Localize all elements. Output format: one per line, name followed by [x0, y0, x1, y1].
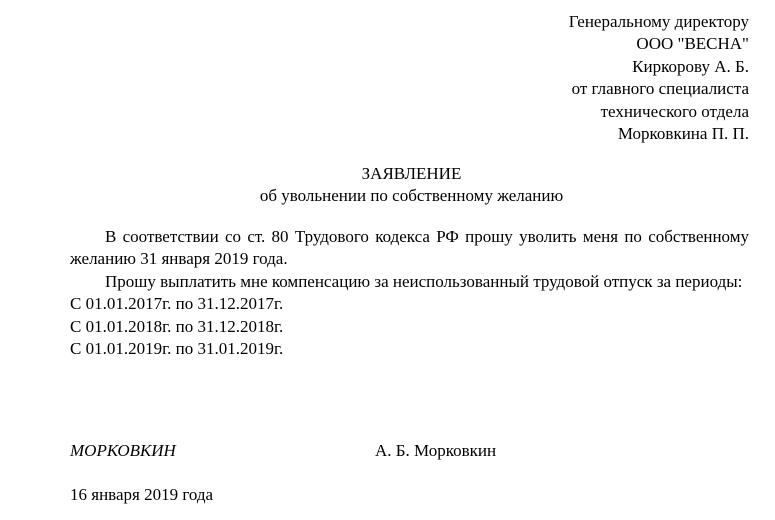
document-body: [70, 226, 749, 360]
document-date: 16 января 2019 года: [70, 485, 214, 504]
body-paragraph-request: В соответствии со ст. 80 Трудового кодекса РФ прошу уволить меня по собственному желанию 31 января 2019 года.: [70, 227, 749, 269]
addressee-line-position: Генеральному директору: [568, 12, 749, 31]
period-line: С 01.01.2018г. по 31.12.2018г.: [70, 316, 284, 336]
document-subtitle: об увольнении по собственному желанию: [259, 186, 564, 205]
document-title-block: [0, 163, 775, 207]
document-title: ЗАЯВЛЕНИЕ: [361, 164, 462, 183]
sender-line-department: технического отдела: [600, 101, 749, 121]
body-paragraph-compensation: Прошу выплатить мне компенсацию за неиспользованный трудовой отпуск за периоды:: [105, 271, 743, 291]
signatory-name: А. Б. Морковкин: [375, 441, 497, 460]
signature: МОРКОВКИН: [70, 441, 176, 460]
period-line: С 01.01.2019г. по 31.01.2019г.: [70, 339, 284, 359]
period-line: С 01.01.2017г. по 31.12.2017г.: [70, 294, 284, 314]
addressee-block: [569, 11, 749, 145]
sender-line-name: Морковкина П. П.: [617, 124, 749, 144]
sender-line-position: от главного специалиста: [571, 79, 749, 99]
addressee-line-name: Киркорову А. Б.: [632, 56, 749, 76]
addressee-line-company: ООО "ВЕСНА": [636, 34, 749, 54]
